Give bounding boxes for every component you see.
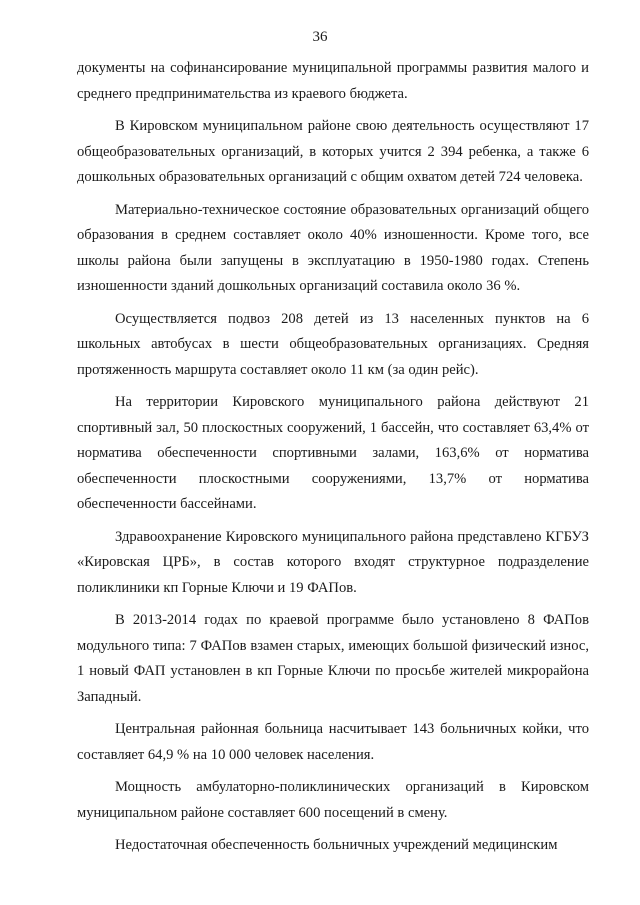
document-body [77, 56, 589, 866]
paragraph-school-transport: Осуществляется подвоз 208 детей из 13 населенных пунктов на 6 школьных автобусах в шести общеобразовательных организациях. Средняя протяженность маршрута составляет около 11 км (за один рейс). [77, 310, 589, 378]
paragraph-sports-facilities: На территории Кировского муниципального района действуют 21 спортивный зал, 50 плоскостных сооружений, 1 бассейн, что составляет 63,4% от норматива обеспеченности спортивными залами, 163,6% от норматива обеспеченности плоскостными сооружениями, 13,7% от норматива обеспеченности бассейнами. [77, 394, 589, 512]
paragraph-material-condition: Материально-техническое состояние образовательных организаций общего образования в среднем составляет около 40% изношенности. Кроме того, все школы района были запущены в эксплуатацию в 1950-1980 годах. Степень изношенности зданий дошкольных организаций составила около 36 %. [77, 201, 589, 294]
paragraph-insufficient-provision: Недостаточная обеспеченность больничных учреждений медицинским [115, 837, 558, 853]
paragraph-healthcare: Здравоохранение Кировского муниципального района представлено КГБУЗ «Кировская ЦРБ», в состав которого входят структурное подразделение поликлиники кп Горные Ключи и 19 ФАПов. [77, 528, 589, 596]
paragraph-continuation: документы на софинансирование муниципальной программы развития малого и среднего предпринимательства из краевого бюджета. [77, 60, 589, 102]
paragraph-fap-installation: В 2013-2014 годах по краевой программе было установлено 8 ФАПов модульного типа: 7 ФАПов взамен старых, имеющих большой физический износ, 1 новый ФАП установлен в кп Горные Ключи по просьбе жителей микрорайона Западный. [77, 612, 589, 705]
paragraph-hospital-beds: Центральная районная больница насчитывает 143 больничных койки, что составляет 64,9 % на 10 000 человек населения. [77, 721, 589, 763]
page-number: 36 [312, 29, 328, 45]
paragraph-outpatient-capacity: Мощность амбулаторно-поликлинических организаций в Кировском муниципальном районе составляет 600 посещений в смену. [77, 779, 589, 821]
paragraph-education-organizations: В Кировском муниципальном районе свою деятельность осуществляют 17 общеобразовательных организаций, в которых учится 2 394 ребенка, а также 6 дошкольных образовательных организаций с общим охватом детей 724 человека. [77, 118, 589, 185]
